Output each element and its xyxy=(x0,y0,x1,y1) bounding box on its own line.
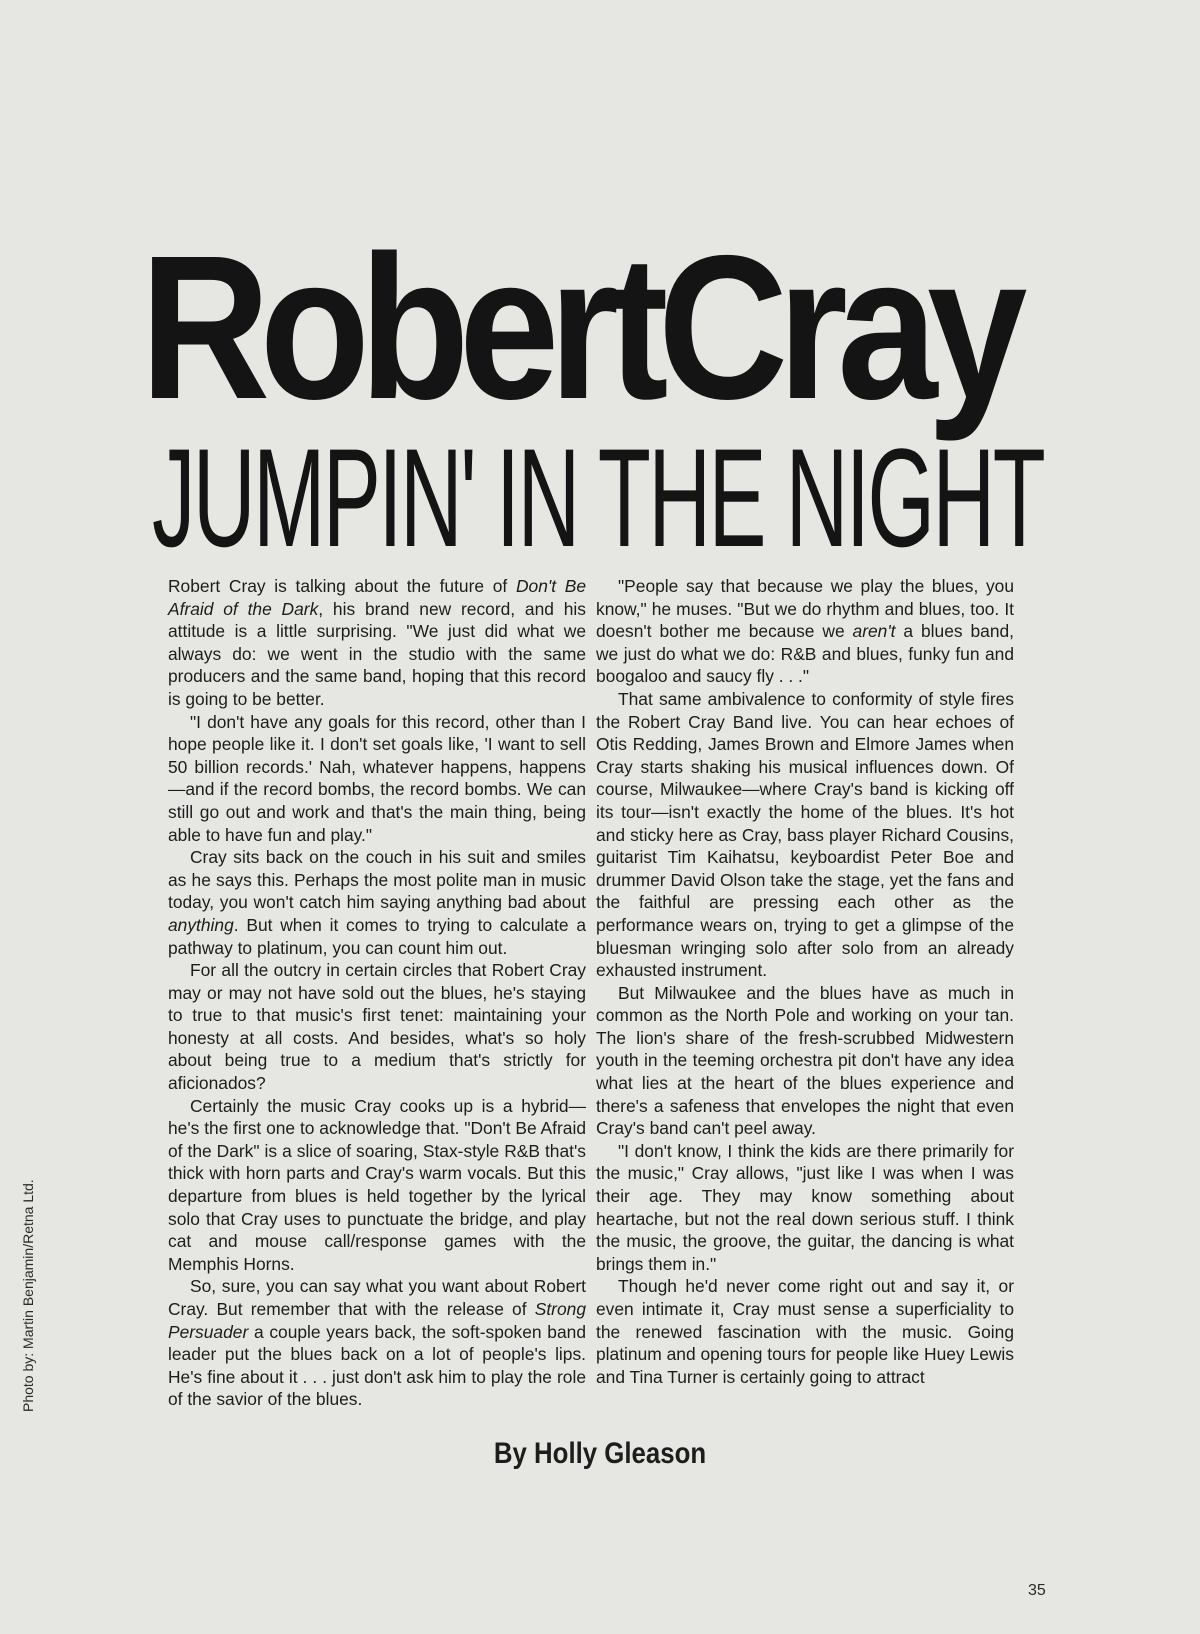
paragraph: "I don't know, I think the kids are there primarily for the music," Cray allows, "just like I was when I was their age. They may know something about heartache, but not the real down serious stuff. I think the music, the groove, the guitar, the dancing is what brings them in." xyxy=(596,1140,1014,1274)
text-run: "People say that because we play the blues, you know," he muses. "But we do rhythm and blues, too. It doesn't bother me because we xyxy=(596,576,1014,642)
page-number: 35 xyxy=(1028,1582,1046,1599)
paragraph: But Milwaukee and the blues have as much in common as the North Pole and working on your tan. The lion's share of the fresh-scrubbed Midwestern youth in the teeming orchestra pit don't have any idea what lies at the heart of the blues experience and there's a safeness that envelopes the night that even Cray's band can't peel away. xyxy=(596,982,1014,1139)
record-title: Strong Persuader xyxy=(168,1299,586,1342)
photo-credit: Photo by: Martin Benjamin/Retna Ltd. xyxy=(20,1179,36,1412)
byline: By Holly Gleason xyxy=(493,1437,707,1470)
paragraph xyxy=(168,575,586,711)
paragraph: "I don't have any goals for this record, other than I hope people like it. I don't set goals like, 'I want to sell 50 billion records.' Nah, whatever happens, happens—and if the record bombs, the record bombs. We can still go out and work and that's the main thing, being able to have fun and play." xyxy=(168,711,586,845)
paragraph: Though he'd never come right out and say it, or even intimate it, Cray must sense a superficiality to the renewed fascination with the music. Going platinum and opening tours for people like Huey Lewis and Tina Turner is certainly going to attract xyxy=(596,1276,1014,1387)
paragraph xyxy=(596,575,1014,688)
emphasis: anything xyxy=(168,914,234,935)
text-run: . But when it comes to trying to calculate a pathway to platinum, you can count him out. xyxy=(168,914,586,958)
text-run: Cray sits back on the couch in his suit and smiles as he says this. Perhaps the most polite man in music today, you won't catch him saying anything bad about xyxy=(168,847,586,913)
text-run: a couple years back, the soft-spoken band leader put the blues back on a lot of people's lips. He's fine about it . . . just don't ask him to play the role of the savior of the blues. xyxy=(168,1321,586,1410)
text-run: , his brand new record, and his attitude is a little surprising. "We just did what we always do: we went in the studio with the same producers and the same band, hoping that this record is going to be better. xyxy=(168,598,586,709)
paragraph: For all the outcry in certain circles that Robert Cray may or may not have sold out the blues, he's staying to true to that music's first tenet: maintaining your honesty at all costs. And besides, what's so holy about being true to a medium that's strictly for aficionados? xyxy=(168,960,586,1094)
article-column-left xyxy=(168,575,586,1411)
emphasis: aren't xyxy=(852,621,896,642)
headline: RobertCray xyxy=(140,213,1017,442)
paragraph: That same ambivalence to conformity of style fires the Robert Cray Band live. You can hear echoes of Otis Redding, James Brown and Elmore James when Cray starts shaking his musical influences down. Of course, Milwaukee—where Cray's band is kicking off its tour—isn't exactly the home of the blues. It's hot and sticky here as Cray, bass player Richard Cousins, guitarist Tim Kaihatsu, keyboardist Peter Boe and drummer David Olson take the stage, yet the fans and the faithful are pressing each other as the performance wears on, trying to get a glimpse of the bluesman wringing solo after solo from an already exhausted instrument. xyxy=(596,688,1014,981)
paragraph xyxy=(168,1275,586,1411)
paragraph xyxy=(168,846,586,959)
article-column-right xyxy=(596,575,1014,1388)
subhead: JUMPIN' IN THE NIGHT xyxy=(152,419,1044,576)
record-title: Don't Be Afraid of the Dark xyxy=(168,576,586,619)
paragraph: Certainly the music Cray cooks up is a hybrid—he's the first one to acknowledge that. "Don't Be Afraid of the Dark" is a slice of soaring, Stax-style R&B that's thick with horn parts and Cray's warm vocals. But this departure from blues is held together by the lyrical solo that Cray uses to punctuate the bridge, and play cat and mouse call/response games with the Memphis Horns. xyxy=(168,1095,586,1274)
text-run: So, sure, you can say what you want about Robert Cray. But remember that with the release of xyxy=(168,1276,586,1319)
text-run: a blues band, we just do what we do: R&B and blues, funky fun and boogaloo and saucy fly . . ." xyxy=(596,621,1014,687)
text-run: Robert Cray is talking about the future of xyxy=(168,576,516,596)
